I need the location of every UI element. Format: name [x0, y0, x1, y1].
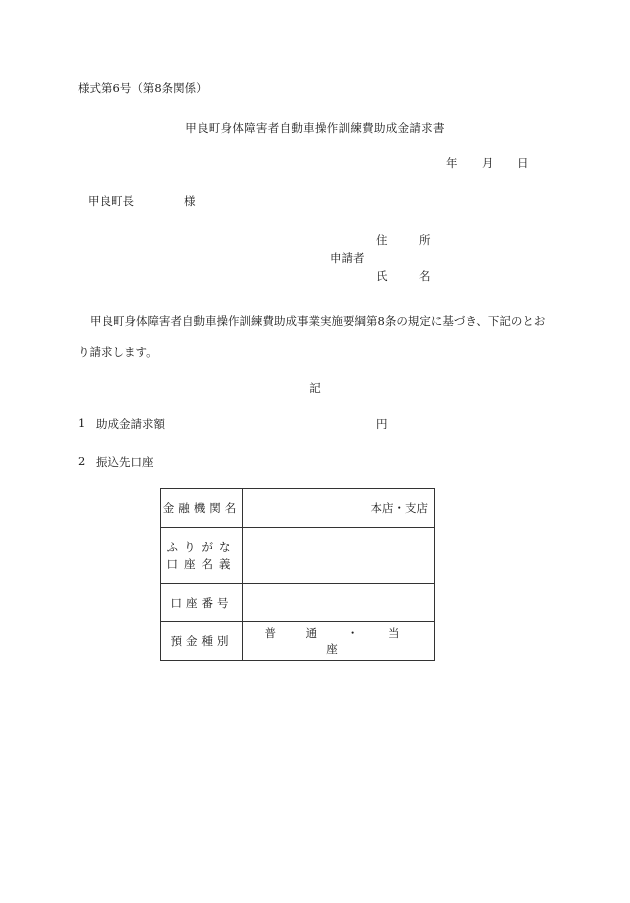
institution-field[interactable] — [243, 489, 435, 528]
addressee-name: 甲良町長 — [88, 194, 134, 208]
account-holder-label-cell — [161, 528, 243, 584]
deposit-type-field[interactable] — [243, 622, 435, 661]
bank-account-table — [160, 488, 435, 661]
date-month-label: 月 — [482, 156, 494, 170]
applicant-label: 申請者 — [330, 251, 365, 265]
account-number-field[interactable] — [243, 584, 435, 622]
item-1-number: 1 — [78, 416, 86, 430]
item-2-number: 2 — [78, 454, 86, 468]
account-holder-label: 口座名義 — [166, 556, 237, 571]
table-row — [161, 489, 435, 528]
yen-unit: 円 — [376, 417, 388, 431]
ki-heading: 記 — [309, 381, 321, 395]
furigana-label: ふりがな — [166, 539, 237, 554]
deposit-type-options: 普 通 ・ 当 座 — [264, 626, 413, 656]
name-label: 氏 名 — [376, 269, 441, 283]
institution-label: 金融機関名 — [161, 489, 243, 528]
account-holder-field[interactable] — [243, 528, 435, 584]
account-number-label: 口座番号 — [161, 584, 243, 622]
date-year-label: 年 — [446, 156, 458, 170]
table-row — [161, 584, 435, 622]
table-row — [161, 622, 435, 661]
request-statement: 甲良町身体障害者自動車操作訓練費助成事業実施要綱第8条の規定に基づき、下記のとおり請求します。 — [78, 314, 546, 359]
date-day-label: 日 — [517, 156, 529, 170]
claim-amount-label: 助成金請求額 — [96, 417, 165, 431]
table-row — [161, 528, 435, 584]
document-title: 甲良町身体障害者自動車操作訓練費助成金請求書 — [185, 121, 445, 135]
transfer-account-label: 振込先口座 — [96, 455, 154, 469]
branch-suffix: 本店・支店 — [370, 501, 428, 515]
addressee-honorific: 様 — [184, 194, 196, 208]
form-number: 様式第6号（第8条関係） — [78, 81, 208, 95]
address-label: 住 所 — [376, 233, 441, 247]
deposit-type-label: 預金種別 — [161, 622, 243, 661]
